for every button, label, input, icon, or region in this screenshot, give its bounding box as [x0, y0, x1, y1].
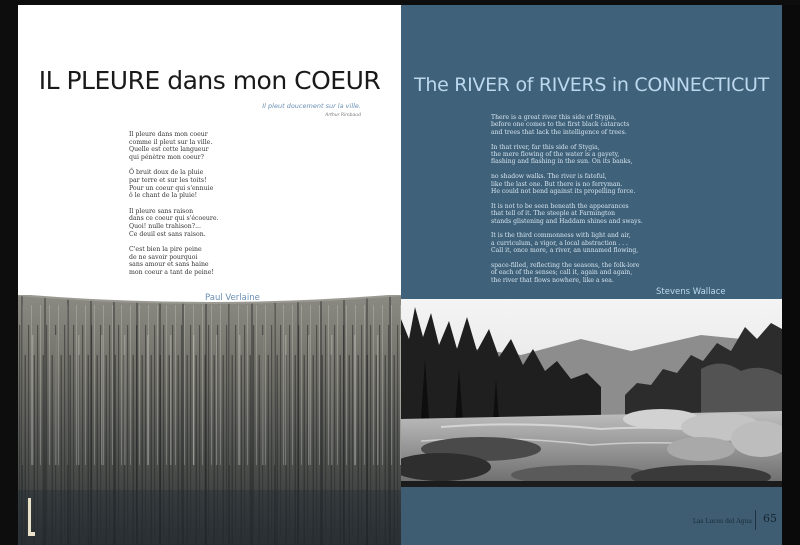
poem-stevens: [491, 114, 721, 291]
verse: qui pénètre mon coeur?: [129, 153, 204, 161]
verse: like the last one. But there is no ferryman.: [491, 180, 623, 188]
verse: In that river, far this side of Stygia,: [491, 143, 600, 151]
verse: It is not to be seen beneath the appearances: [491, 202, 629, 210]
stanza: [129, 131, 289, 161]
verse: comme il pleut sur la ville.: [129, 138, 213, 146]
verse: Call it, once more, a river, an unnamed flowing,: [491, 247, 639, 255]
verse: There is a great river this side of Stygia,: [491, 114, 617, 121]
verse: dans ce coeur qui s'écoeure.: [129, 215, 219, 223]
verse: of each of the senses; call it, again and again,: [491, 269, 633, 277]
signature-stevens: Stevens Wallace: [656, 287, 726, 297]
verse: C'est bien la pire peine: [129, 246, 202, 254]
verse: sans amour et sans haine: [129, 261, 209, 269]
verse: before one comes to the first black cataracts: [491, 121, 630, 129]
right-page: [401, 5, 782, 545]
stanza: [491, 262, 721, 284]
folio-logo: [24, 498, 35, 538]
stanza: [129, 208, 289, 238]
verse: Pour un coeur qui s'ennuie: [129, 184, 214, 192]
verse: par terre et sur les toits!: [129, 176, 207, 184]
verse: and trees that lack the intelligence of trees.: [491, 128, 627, 136]
verse: Ô bruit doux de la pluie: [129, 169, 204, 177]
signature-verlaine: Paul Verlaine: [205, 293, 260, 303]
epigraph-author: Arthur Rimbaud: [325, 113, 361, 118]
stanza: [491, 144, 721, 166]
verse: a curriculum, a vigor, a local abstraction . . .: [491, 239, 628, 247]
dam-photo: [18, 295, 401, 545]
stanza: [129, 246, 289, 276]
verse: stands glistening and Haddam shines and sways.: [491, 217, 643, 225]
verse: ô le chant de la pluie!: [129, 192, 198, 200]
verse: space-filled, reflecting the seasons, the folk-lore: [491, 261, 640, 269]
left-page: [18, 5, 401, 545]
verse: Ce deuil est sans raison.: [129, 230, 206, 238]
verse: the mere flowing of the water is a gayety,: [491, 151, 620, 158]
verse: Il pleure dans mon coeur: [129, 131, 208, 138]
page-number: 65: [763, 512, 777, 525]
stanza: [491, 232, 721, 254]
verse: He could not bend against its propelling force.: [491, 188, 636, 195]
right-edge-shadow: [782, 5, 800, 545]
stanza: [491, 203, 721, 225]
stanza: [491, 114, 721, 136]
epigraph-line: Il pleut doucement sur la ville.: [262, 102, 361, 110]
right-page-title: The RIVER of RIVERS in CONNECTICUT: [414, 74, 769, 96]
epigraph: [262, 102, 361, 118]
river-photo: [401, 299, 782, 487]
poem-verlaine: [129, 131, 289, 285]
stanza: [491, 173, 721, 195]
verse: It is the third commonness with light and air,: [491, 232, 631, 240]
verse: mon coeur a tant de peine!: [129, 268, 214, 276]
page-footer-band: [401, 487, 782, 545]
verse: de ne savoir pourquoi: [129, 253, 198, 261]
stanza: [129, 169, 289, 199]
verse: Quoi! nulle trahison?...: [129, 222, 201, 230]
verse: that tell of it. The steeple at Farmington: [491, 210, 616, 218]
verse: Il pleure sans raison: [129, 207, 194, 215]
verse: Quelle est cette langueur: [129, 146, 209, 154]
publication-name: Las Luces del Agua: [692, 518, 752, 525]
verse: flashing and flashing in the sun. On its banks,: [491, 158, 633, 166]
verse: the river that flows nowhere, like a sea.: [491, 276, 614, 284]
left-page-title: IL PLEURE dans mon COEUR: [38, 66, 381, 95]
verse: no shadow walks. The river is fateful,: [491, 173, 607, 181]
footer-divider: [755, 510, 756, 530]
